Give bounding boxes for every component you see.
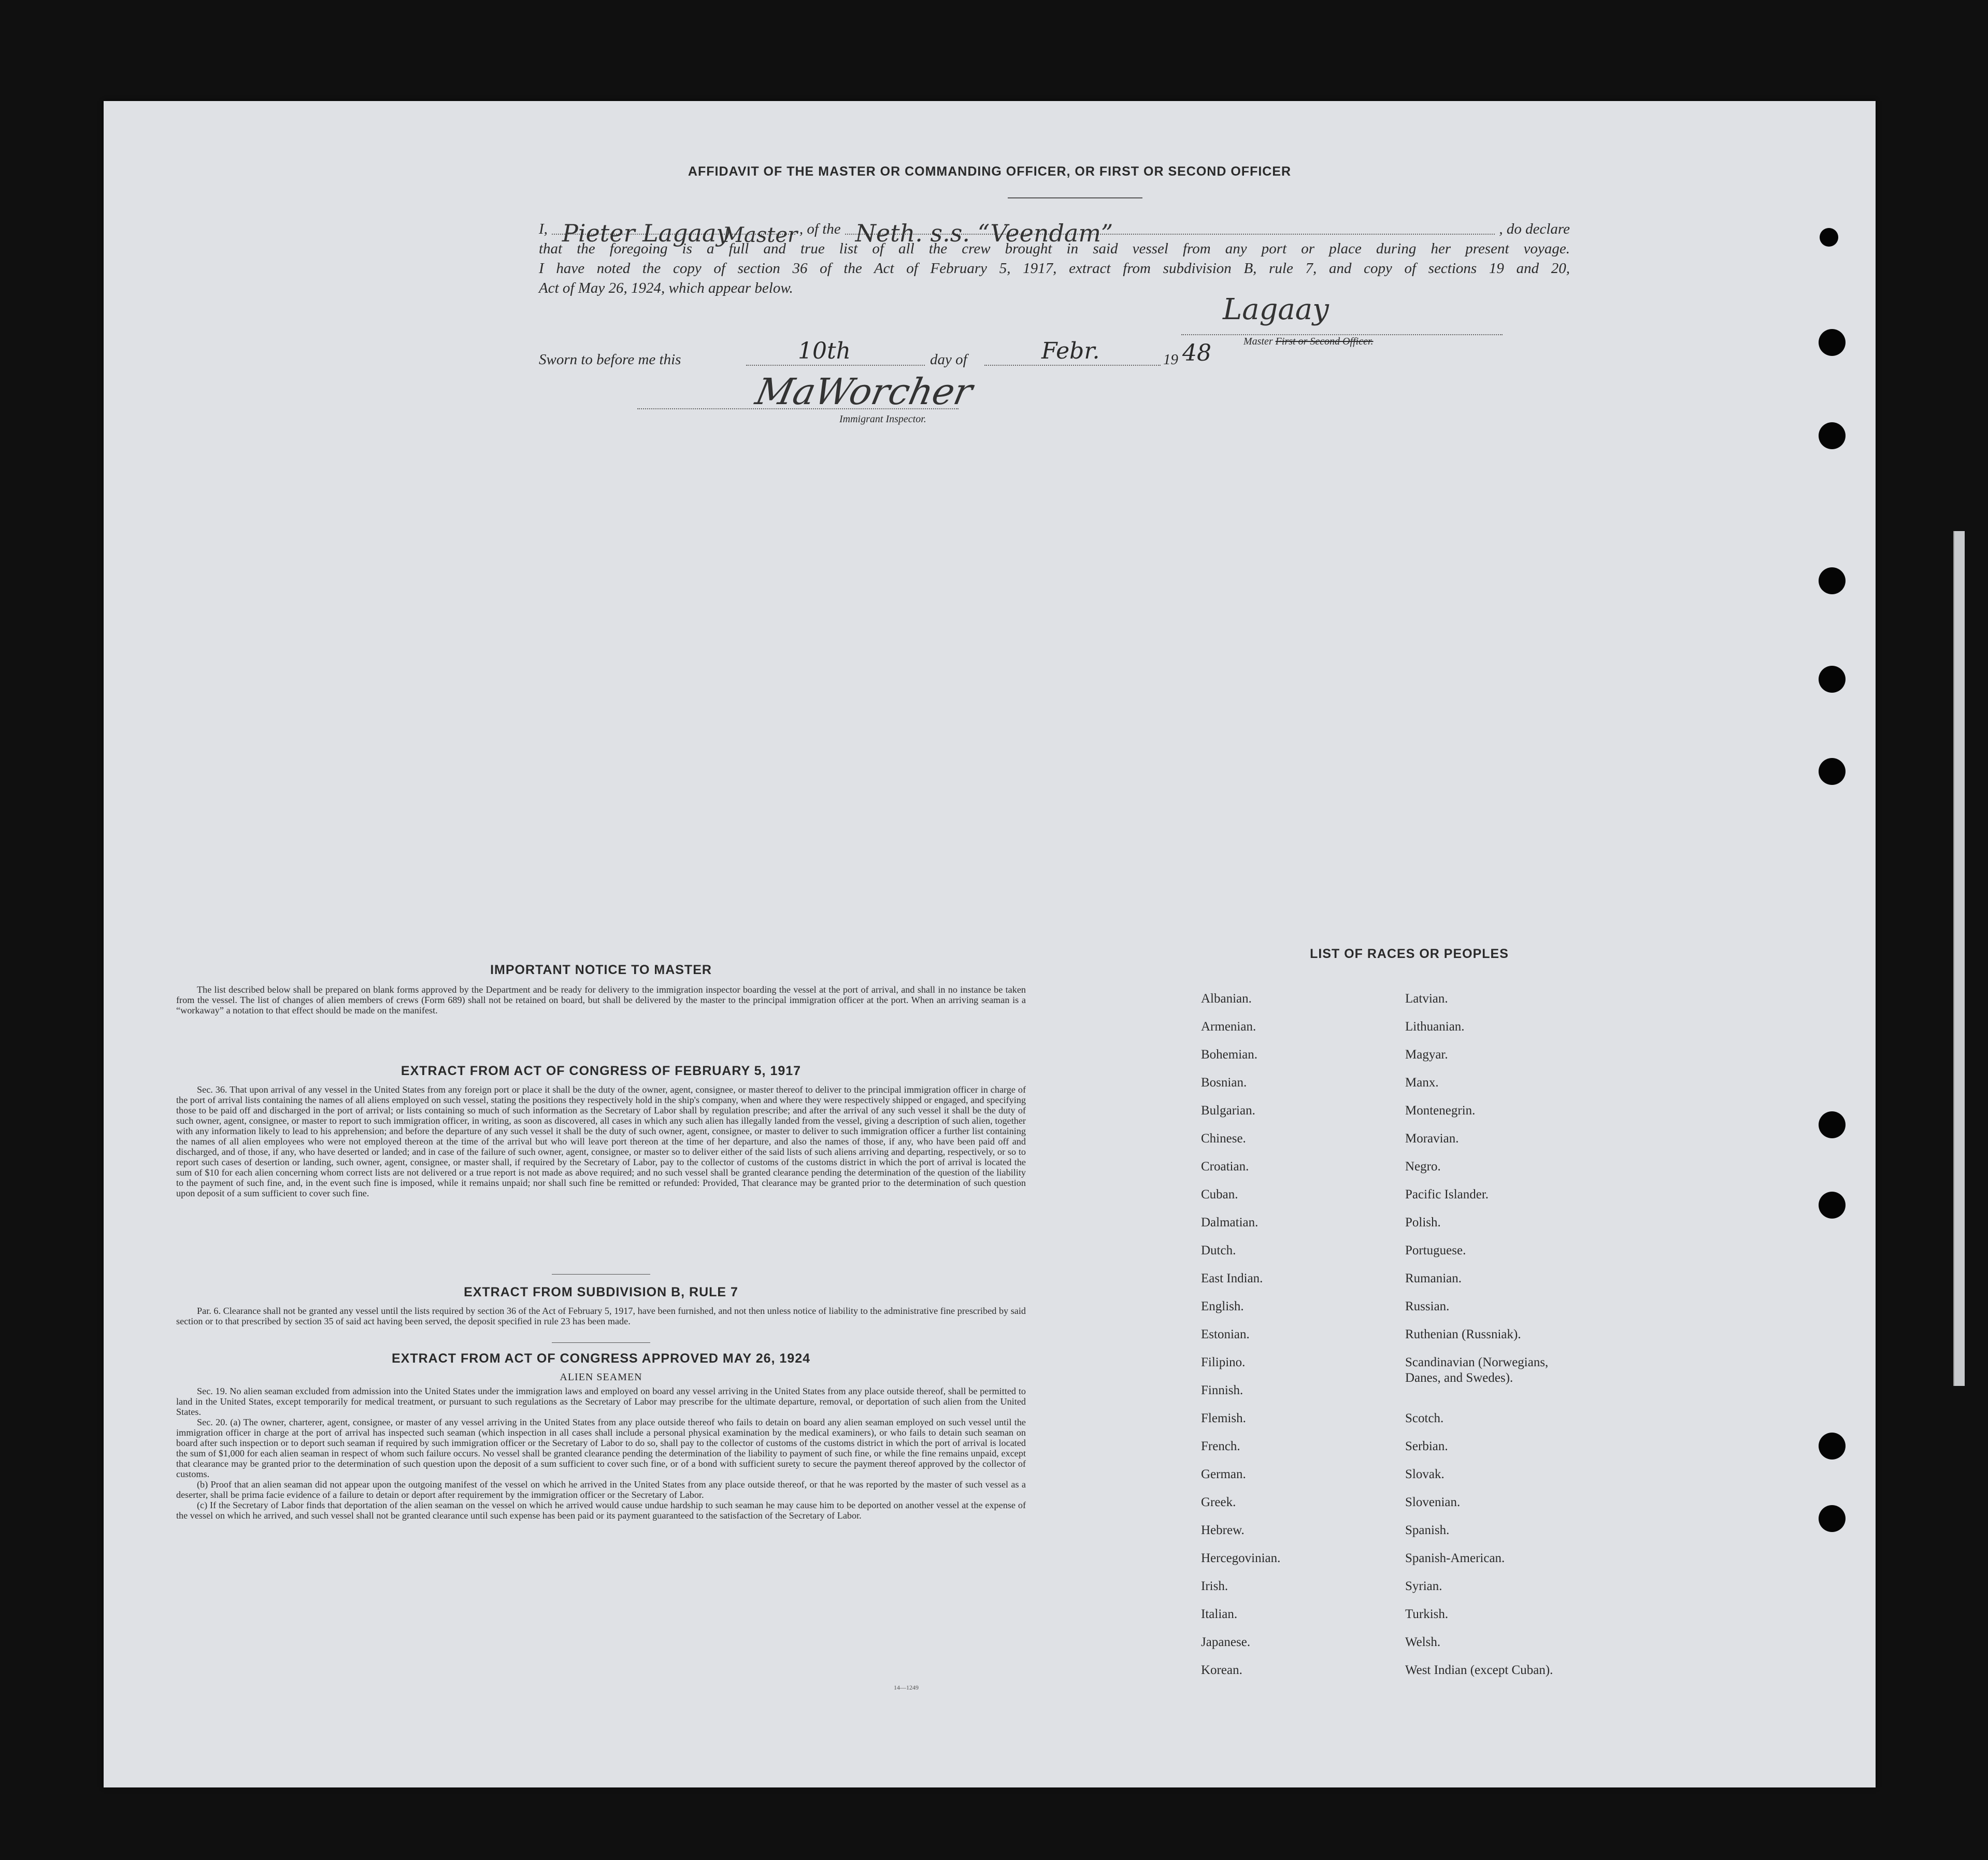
binder-hole [1819,666,1846,693]
extract-1924-text [176,1386,1026,1521]
race-item: Japanese. [1201,1635,1251,1649]
race-item: Greek. [1201,1495,1236,1509]
race-item: Negro. [1405,1160,1441,1174]
notice-title: IMPORTANT NOTICE TO MASTER [490,963,712,977]
vessel-name: Neth. s.s. “Veendam” [855,219,1113,247]
binder-hole [1819,758,1846,785]
race-item: West Indian (except Cuban). [1405,1663,1553,1677]
race-item: Estonian. [1201,1327,1250,1341]
master-name: Pieter Lagaay [562,219,730,247]
race-item: Montenegrin. [1405,1104,1476,1118]
race-item: Hercegovinian. [1201,1551,1281,1565]
race-item: Flemish. [1201,1411,1246,1425]
race-item: Armenian. [1201,1020,1256,1034]
rule7-paragraph: Par. 6. Clearance shall not be granted any vessel until the lists required by section 36 of the Act of February 5, 1917, have been furnished, and not then unless notice of liability to the administrative fine prescribed by said section or to that prescribed by section 35 of said act having been served, the deposit specified in rule 23 has been made. [176,1306,1026,1326]
race-item: Cuban. [1201,1187,1238,1201]
master-signature-line [1181,293,1503,335]
race-item: Welsh. [1405,1635,1441,1649]
race-item: Dutch. [1201,1243,1236,1257]
race-item: English. [1201,1299,1244,1313]
document-page [104,101,1876,1787]
sec19-paragraph: Sec. 19. No alien seaman excluded from admission into the United States under the immigration laws and employed on board any vessel arriving in the United States from any place outside thereof, shall be permitted to land in the United States, except temporarily for medical treatment, or pursuant to such regulations as the Secretary of Labor may prescribe for the ultimate departure, removal, or deportation of such alien from the United States. [176,1386,1026,1417]
extract-rule7-text [176,1306,1026,1326]
sec20b-paragraph: (b) Proof that an alien seaman did not appear upon the outgoing manifest of the vessel on which he arrived in the United States from any place outside thereof, or that he was reported by the master of such vessel as a deserter, shall be prima facie evidence of a failure to detain or deport after requirement by the immigration officer or the Secretary of Labor. [176,1479,1026,1500]
race-item: Russian. [1405,1299,1450,1313]
race-item: Portuguese. [1405,1243,1466,1257]
divider-2 [552,1342,650,1343]
extract-1917-text [176,1084,1026,1198]
binder-hole [1819,422,1846,449]
race-item: Slovak. [1405,1467,1444,1481]
binder-hole [1819,1433,1846,1460]
sworn-month: Febr. [1041,338,1100,364]
affidavit-body [539,219,1570,298]
caption-master: Master [1243,336,1273,347]
binder-hole [1819,329,1846,356]
sworn-text: Sworn to before me this [539,351,681,368]
affidavit-line-1 [539,219,1570,247]
race-item: Bohemian. [1201,1048,1258,1062]
inspector-caption: Immigrant Inspector. [839,413,926,425]
race-item: Dalmatian. [1201,1215,1258,1229]
of-the-label: , of the [799,221,841,237]
notice-text [176,984,1026,1015]
year-prefix: 19 [1163,351,1178,368]
caption-struck: First or Second Officer. [1275,336,1374,347]
sec36-paragraph: Sec. 36. That upon arrival of any vessel in the United States from any foreign port or place it shall be the duty of the owner, agent, consignee, or master thereof to deliver to the principal immigration officer in charge of the port of arrival lists containing the names of all aliens employed on such vessel, stating the positions they respectively hold in the ship's company, when and where they were respectively shipped or engaged, and specifying those to be paid off and discharged in the port of arrival; or lists containing so much of such information as the Secretary of Labor shall by regulation prescribe; and after the arrival of any such vessel it shall be the duty of such owner, agent, consignee, or master to report to such immigration officer, in writing, as soon as discovered, all cases in which any such alien has illegally landed from the vessel, giving a description of such alien, together with any information likely to lead to his apprehension; and before the departure of any such vessel it shall be the duty of such owner, agent, consignee, or master to deliver to such immigration officer a further list containing the names of all alien employees who were not employed thereon at the time of the arrival but who will leave port thereon at the time of her departure, and also the names of those, if any, who have been paid off and discharged, and of those, if any, who have deserted or landed; and in case of the failure of such owner, agent, consignee, or master so to deliver either of the said lists of such aliens arriving and departing, respectively, or so to report such cases of desertion or landing, such owner, agent, consignee, or master shall, if required by the Secretary of Labor, pay to the collector of customs of the customs district in which the port of arrival is located the sum of $10 for each alien concerning whom correct lists are not delivered or a true report is not made as above required; and no such vessel shall be granted clearance pending the determination of the question of the liability to the payment of such fine, and, in the event such fine is imposed, while it remains unpaid; nor shall such fine be remitted or refunded: Provided, That clearance may be granted prior to the determination of such question upon deposit of a sum sufficient to cover such fine. [176,1084,1026,1198]
race-item: Syrian. [1405,1579,1442,1593]
races-column-2 [1405,991,1695,1691]
alien-seamen-subtitle: ALIEN SEAMEN [560,1371,642,1383]
race-item: Serbian. [1405,1439,1448,1453]
month-field [984,365,1161,366]
extract-1924-title: EXTRACT FROM ACT OF CONGRESS APPROVED MAY 26, 1924 [391,1351,811,1366]
notice-paragraph: The list described below shall be prepared on blank forms approved by the Department and be ready for delivery to the immigration inspector boarding the vessel at the port of arrival, and shall in no instance be taken from the vessel. The list of changes of alien members of crews (Form 689) shall not be retained on board, but shall be delivered by the master to the principal immigration officer at the port. When an arriving seaman is a “workaway” a notation to that effect should be made on the manifest. [176,984,1026,1015]
races-column-1 [1201,991,1398,1691]
race-item: Scotch. [1405,1411,1444,1425]
i-label: I, [539,221,548,237]
race-item: Finnish. [1201,1383,1243,1397]
vessel-field [845,219,1495,247]
inspector-signature: MaWorcher [752,370,977,413]
race-item: Latvian. [1405,992,1448,1006]
binder-hole [1819,1505,1846,1532]
page-edge-strip [1953,531,1965,1386]
day-of-label: day of [930,351,967,368]
sec20a-paragraph: Sec. 20. (a) The owner, charterer, agent, consignee, or master of any vessel arriving in the United States from any place outside thereof who fails to detain on board any alien seaman employed on such vessel until the immigration officer in charge at the port of arrival has inspected such seaman (which inspection in all cases shall include a personal physical examination by the medical examiners), or who fails to detain such seaman on board after such inspection or to deport such seaman if required by such immigration officer or the Secretary of Labor to do so, shall pay to the collector of customs of the customs district in which the port of arrival is located the sum of $1,000 for each alien seaman in respect of whom such failure occurs. No vessel shall be granted clearance pending the determination of the liability to payment of such fine, or while the fine remains unpaid, except that clearance may be granted prior to the determination of such question upon the deposit of a sum sufficient to cover such fine, or of a bond with sufficient surety to secure the payment thereof approved by the collector of customs. [176,1417,1026,1479]
races-title: LIST OF RACES OR PEOPLES [1310,947,1509,961]
race-item: Moravian. [1405,1132,1459,1146]
race-item: German. [1201,1467,1246,1481]
master-signature-caption [1243,336,1374,348]
master-name-field [552,219,798,247]
race-item: Lithuanian. [1405,1020,1465,1034]
binder-hole [1819,567,1846,594]
race-item: French. [1201,1439,1240,1453]
sec20c-paragraph: (c) If the Secretary of Labor finds that deportation of the alien seaman on the vessel on which he arrived would cause undue hardship to such seaman he may cause him to be deported on another vessel at the expense of the vessel on which he arrived, and such vessel shall not be granted clearance until such expense has been paid or its payment guaranteed to the satisfaction of the Secretary of Labor. [176,1500,1026,1521]
race-item: Spanish. [1405,1523,1450,1537]
do-declare-label: , do declare [1499,221,1570,237]
race-item: Albanian. [1201,992,1252,1006]
binder-hole [1819,1111,1846,1138]
rank: Master [722,223,798,247]
race-item: Italian. [1201,1607,1238,1621]
race-item: Pacific Islander. [1405,1187,1489,1201]
race-item: Spanish-American. [1405,1551,1505,1565]
extract-rule7-title: EXTRACT FROM SUBDIVISION B, RULE 7 [464,1285,738,1299]
race-item: Rumanian. [1405,1271,1462,1285]
sworn-day: 10th [798,338,851,364]
affidavit-line-2: that the foregoing is a full and true list of all the crew brought in said vessel from any port or place during her present voyage. [539,240,1570,257]
race-item: Ruthenian (Russniak). [1405,1327,1521,1341]
extract-1917-title: EXTRACT FROM ACT OF CONGRESS OF FEBRUARY 5, 1917 [401,1064,802,1078]
race-item: Irish. [1201,1579,1228,1593]
race-item: Hebrew. [1201,1523,1245,1537]
title-rule [1008,197,1142,198]
race-item: Chinese. [1201,1132,1246,1146]
race-item: Bulgarian. [1201,1104,1255,1118]
race-item: Bosnian. [1201,1076,1247,1090]
race-item: Croatian. [1201,1160,1249,1174]
race-item: Manx. [1405,1076,1439,1090]
affidavit-line-3: I have noted the copy of section 36 of the Act of February 5, 1917, extract from subdivision B, rule 7, and copy of sections 19 and 20, [539,260,1570,277]
race-item: Scandinavian (Norwegians, Danes, and Swedes). [1405,1355,1549,1385]
race-item: Polish. [1405,1215,1441,1229]
race-item: Korean. [1201,1663,1242,1677]
affidavit-title: AFFIDAVIT OF THE MASTER OR COMMANDING OFFICER, OR FIRST OR SECOND OFFICER [688,164,1292,179]
day-field [746,365,925,366]
form-number: 14—1249 [894,1684,919,1691]
binder-hole [1820,228,1838,247]
master-signature: Lagaay [1223,293,1329,326]
binder-hole [1819,1192,1846,1219]
affidavit-line-4: Act of May 26, 1924, which appear below. [539,280,793,296]
divider-1 [552,1274,650,1275]
race-item: Turkish. [1405,1607,1449,1621]
race-item: Filipino. [1201,1355,1246,1369]
race-item: Magyar. [1405,1048,1448,1062]
race-item: Slovenian. [1405,1495,1461,1509]
year-suffix: 48 [1182,340,1211,366]
race-item: East Indian. [1201,1271,1263,1285]
